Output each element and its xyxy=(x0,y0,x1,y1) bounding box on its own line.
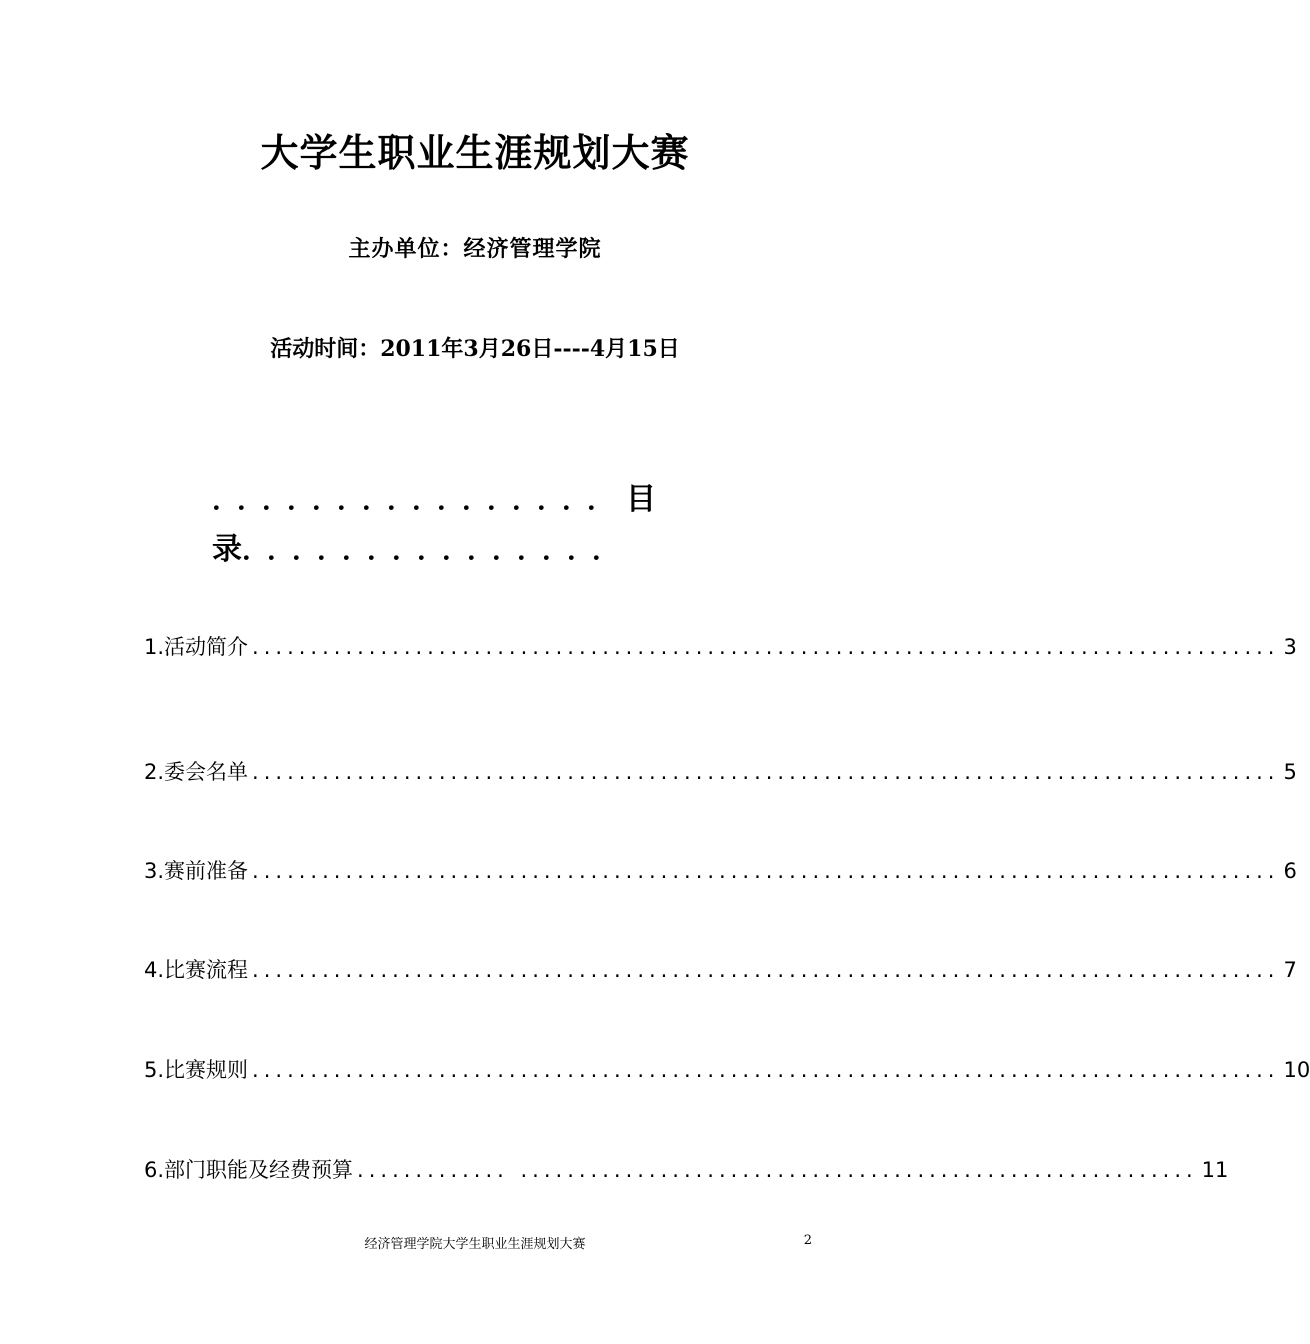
toc-entry-label: 1.活动简介 xyxy=(144,635,249,659)
toc-entry[interactable] xyxy=(144,1055,1310,1085)
toc-heading-char: 目 xyxy=(626,482,657,517)
toc-entry-page: 11 xyxy=(1201,1158,1229,1182)
document-title: 大学生职业生涯规划大赛 xyxy=(260,130,690,175)
toc-entry-leader: ........................................................................................ xyxy=(252,1058,1280,1082)
toc-heading-dots: ．．．．．．．．．．．．．．．． xyxy=(212,483,627,516)
toc-entry-label: 4.比赛流程 xyxy=(144,958,249,982)
toc-heading-line-1 xyxy=(212,480,752,520)
toc-entry-page: 10 xyxy=(1283,1058,1310,1082)
toc-entry-leader: ........................................................................................ xyxy=(252,958,1280,982)
organizer-line: 主办单位：经济管理学院 xyxy=(348,236,602,262)
toc-entry[interactable] xyxy=(144,632,1297,662)
toc-entry-leader: ........................................................................................ xyxy=(252,859,1280,883)
toc-entry-leader: ............. .......................................................... xyxy=(357,1158,1198,1182)
event-time-line: 活动时间：2011年3月26日----4月15日 xyxy=(270,336,680,362)
toc-entry[interactable] xyxy=(144,757,1297,787)
toc-entry-label: 5.比赛规则 xyxy=(144,1058,249,1082)
toc-entry-leader: ........................................................................................ xyxy=(252,760,1280,784)
toc-entry-page: 7 xyxy=(1283,958,1297,982)
footer-page-number: 2 xyxy=(803,1233,812,1248)
toc-entry-label: 2.委会名单 xyxy=(144,760,249,784)
toc-entry-label: 3.赛前准备 xyxy=(144,859,249,883)
toc-entry[interactable] xyxy=(144,955,1297,985)
toc-entry-page: 3 xyxy=(1283,635,1297,659)
toc-entry-leader: ........................................................................................ xyxy=(252,635,1280,659)
toc-entry[interactable] xyxy=(144,1155,1229,1185)
toc-entry-page: 5 xyxy=(1283,760,1297,784)
toc-heading-line-2 xyxy=(212,530,752,570)
toc-heading-dots: ．．．．．．．．．．．．．．． xyxy=(242,533,632,566)
toc-entry-page: 6 xyxy=(1283,859,1297,883)
page-footer: 经济管理学院大学生职业生涯规划大赛 xyxy=(364,1237,586,1252)
toc-heading-char: 录 xyxy=(212,532,242,567)
toc-entry[interactable] xyxy=(144,856,1297,886)
toc-entry-label: 6.部门职能及经费预算 xyxy=(144,1158,354,1182)
